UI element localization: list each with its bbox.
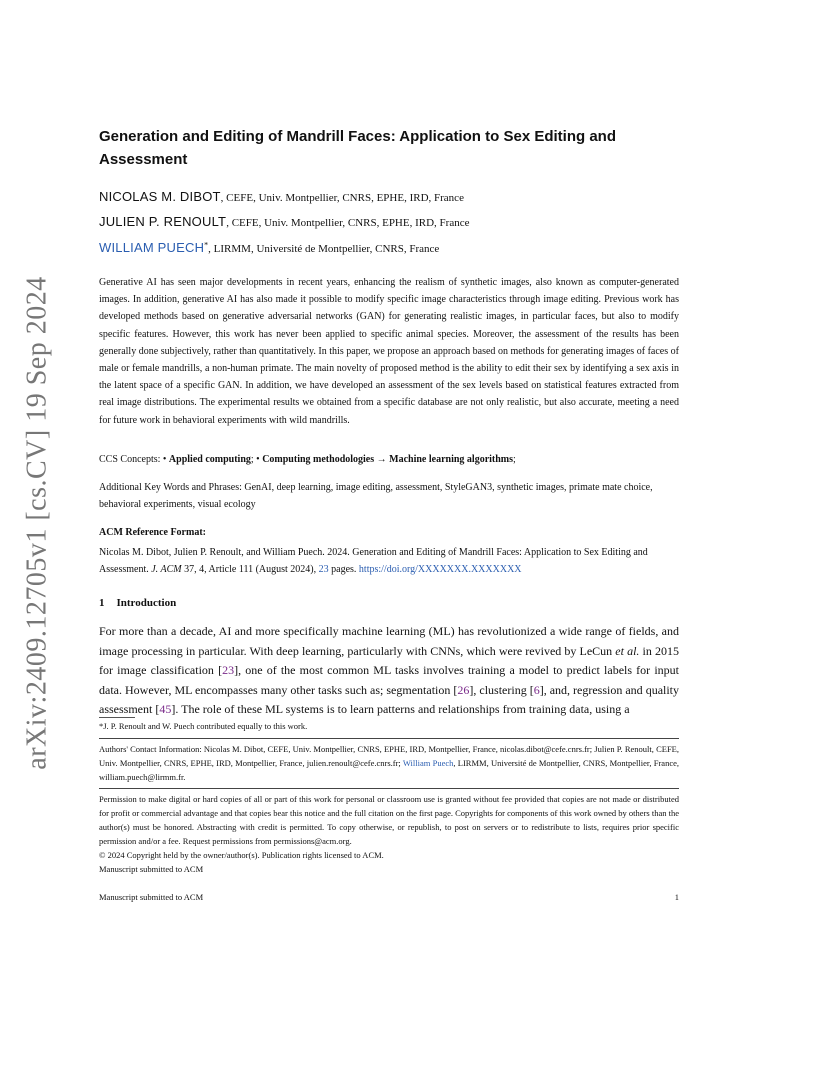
- acm-reference-text: 37, 4, Article 111 (August 2024),: [181, 564, 319, 575]
- author-link[interactable]: William Puech: [402, 758, 454, 768]
- section-heading: [99, 597, 176, 609]
- permission-notice: Permission to make digital or hard copies of all or part of this work for personal or classroom use is granted without fee provided that copies are not made or distributed for profit or commercial advantage and that copies bear this notice and the full citation on the first page. Copyrights for components of this work owned by others than the author(s) must be honored. Abstracting with credit is permitted. To copy otherwise, or republish, to post on servers or to redistribute to lists, requires prior specific permission and/or a fee. Request permissions from permissions@acm.org.: [99, 794, 679, 846]
- author-2: [99, 214, 469, 229]
- doi-link[interactable]: https://doi.org/XXXXXXX.XXXXXXX: [358, 564, 522, 575]
- ccs-bullet: •: [162, 454, 169, 465]
- text-run: ], and, regression and quality assessment [: [99, 682, 680, 716]
- author-name-link[interactable]: WILLIAM PUECH: [99, 240, 205, 255]
- keywords: Additional Key Words and Phrases: GenAI, deep learning, image editing, assessment, StyleGAN3, synthetic images, primate mate choice, behavioral experiments, visual ecology: [99, 482, 653, 510]
- citation-link[interactable]: 6: [533, 682, 540, 697]
- footnote: *J. P. Renoult and W. Puech contributed equally to this work.: [99, 721, 308, 731]
- manuscript-note: Manuscript submitted to ACM: [99, 864, 204, 874]
- text-run: , LIRMM, Université de Montpellier, CNRS, Montpellier, France, william.puech@lirmm.fr.: [99, 758, 679, 782]
- section-title: Introduction: [116, 597, 177, 609]
- introduction-paragraph: [99, 622, 679, 720]
- ccs-item: Computing methodologies → Machine learning algorithms: [262, 454, 514, 465]
- ccs-label: CCS Concepts:: [99, 454, 163, 465]
- author-1: [99, 189, 464, 204]
- text-run: ], clustering [: [469, 682, 534, 697]
- divider: [99, 788, 679, 789]
- footnote-mark: *: [204, 240, 209, 250]
- footer-left: Manuscript submitted to ACM: [99, 892, 204, 902]
- citation-link[interactable]: 45: [159, 702, 172, 716]
- text-run: For more than a decade, AI and more specifically machine learning (ML) has revolutionized a wide range of fields, and image processing in particular. With deep learning, particularly with CNNs, which were revived by LeCun: [99, 624, 679, 658]
- acm-reference: [99, 544, 679, 578]
- abstract: Generative AI has seen major developments in recent years, enhancing the realism of synthetic images, also known as computer-generated images. In addition, generative AI has also made it possible to modify specific image characteristics through image editing. Previous work has developed methods based on generative adversarial networks (GAN) for generating realistic images, in particular faces, but also to modify specific features. However, this work has never been applied to specific animal species. Moreover, the assessment of the results has been generally done subjectively, rather than quantitatively. In this paper, we propose an approach based on methods for generating images of faces of male or female mandrills, a non-human primate. The main novelty of proposed method is the ability to edit their sex by identifying a sex axis in the latent space of a specific GAN. In addition, we have developed an assessment of the sex levels based on statistical features extracted from real image distributions. The experimental results we obtained from a specific database are not only realistic, but also accurate, meeting a need for future work in behavioral experiments with wild mandrills.: [99, 277, 679, 426]
- arxiv-identifier: [16, 276, 60, 770]
- text-run: in 2015 for image classification [: [99, 643, 679, 677]
- arxiv-identifier-text: arXiv:2409.12705v1 [cs.CV] 19 Sep 2024: [22, 276, 53, 770]
- text-run: Authors' Contact Information: Nicolas M. Dibot, CEFE, Univ. Montpellier, CNRS, EPHE, IRD, Montpellier, France, nicolas.dibot@cefe.cnrs.fr; Julien P. Renoult, CEFE, Univ. Montpellier, CNRS, EPHE, IRD, Montpellier, France, julien.renoult@cefe.cnrs.fr;: [99, 744, 679, 768]
- acm-reference-text: Nicolas M. Dibot, Julien P. Renoult, and William Puech. 2024. Generation and Editing of Mandrill Faces: Application to Sex Editing and Assessment.: [99, 547, 648, 575]
- journal-name: J. ACM: [151, 564, 182, 575]
- acm-reference-text: pages.: [328, 564, 359, 575]
- citation-link[interactable]: 26: [457, 682, 470, 697]
- citation-link[interactable]: 23: [222, 663, 235, 677]
- ccs-concepts: [99, 451, 679, 468]
- ccs-bullet: •: [256, 454, 263, 465]
- copyright-notice: © 2024 Copyright held by the owner/author(s). Publication rights licensed to ACM.: [99, 850, 384, 860]
- ccs-item: Applied computing: [168, 454, 251, 465]
- author-affiliation: , CEFE, Univ. Montpellier, CNRS, EPHE, IRD, France: [220, 192, 464, 204]
- divider: [99, 738, 679, 739]
- author-affiliation: , CEFE, Univ. Montpellier, CNRS, EPHE, IRD, France: [226, 217, 470, 229]
- contact-information: [99, 742, 679, 784]
- paper-title: Generation and Editing of Mandrill Faces: Application to Sex Editing and Assessment: [99, 128, 616, 168]
- text-run: ]. The role of these ML systems is to learn patterns and relationships from training data, using a: [171, 702, 630, 716]
- author-3: [99, 240, 439, 255]
- author-affiliation: , LIRMM, Université de Montpellier, CNRS, France: [208, 243, 440, 255]
- author-name: JULIEN P. RENOULT: [99, 214, 227, 229]
- section-number: 1: [99, 597, 105, 609]
- footnote-divider: [99, 717, 135, 718]
- acm-reference-heading: ACM Reference Format:: [99, 527, 206, 538]
- ccs-separator: ;: [250, 454, 257, 465]
- text-run: ], one of the most common ML tasks involves training a model to predict labels for input data. However, ML encompasses many other tasks such as; segmentation [: [99, 663, 679, 697]
- text-run: et al.: [615, 643, 640, 658]
- page-number: 1: [674, 892, 679, 902]
- pages-link[interactable]: 23: [318, 564, 329, 575]
- ccs-end: ;: [513, 454, 516, 465]
- author-name: NICOLAS M. DIBOT: [99, 189, 221, 204]
